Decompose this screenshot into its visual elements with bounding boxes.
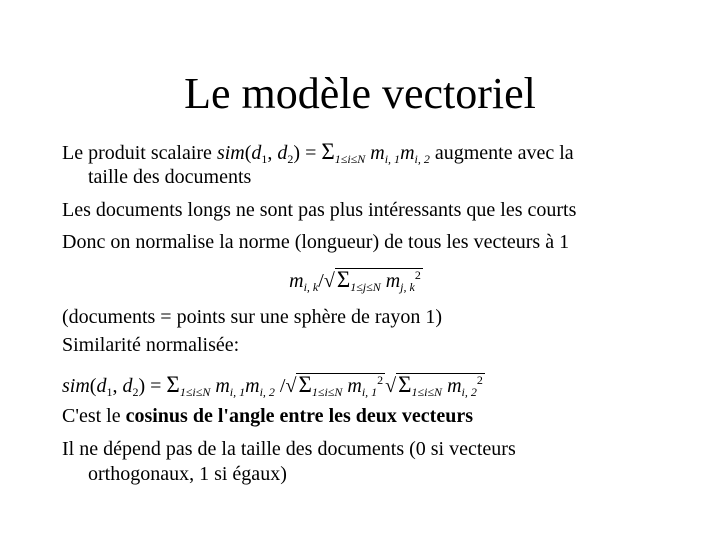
independence-line: Il ne dépend pas de la taille des documents (0 si vecteurs bbox=[62, 438, 516, 460]
sub-i2: i, 2 bbox=[259, 385, 275, 399]
dot-product-intro: Le produit scalaire bbox=[62, 142, 217, 164]
paren-close: ) bbox=[138, 375, 146, 397]
paren-open: ( bbox=[244, 142, 252, 164]
comma: , bbox=[112, 375, 123, 397]
slash: / bbox=[274, 375, 286, 397]
dot-product-rest: augmente avec la bbox=[429, 142, 574, 164]
sub-i2: i, 2 bbox=[414, 152, 430, 166]
m-var: m bbox=[370, 142, 385, 164]
sub-two: 2 bbox=[287, 152, 294, 166]
sub-one: 1 bbox=[261, 152, 268, 166]
sphere-line: (documents = points sur une sphère de rayon 1) bbox=[62, 306, 443, 328]
sum-range: 1≤i≤N bbox=[179, 385, 211, 399]
doc-var: d bbox=[96, 375, 107, 397]
m-var: m bbox=[385, 270, 401, 292]
long-docs-line: Les documents longs ne sont pas plus intéressants que les courts bbox=[62, 199, 577, 221]
sim-fn: sim bbox=[216, 142, 245, 164]
squared: 2 bbox=[414, 268, 421, 282]
radicand bbox=[335, 268, 423, 292]
sum-range: 1≤i≤N bbox=[311, 385, 343, 399]
doc-var: d bbox=[251, 142, 262, 164]
paren-close: ) bbox=[293, 142, 301, 164]
sub-two: 2 bbox=[132, 385, 139, 399]
doc-var: d bbox=[277, 142, 288, 164]
sim-fn: sim bbox=[62, 375, 90, 397]
cosine-pre: C'est le bbox=[62, 405, 126, 427]
normalized-weight-formula bbox=[0, 268, 720, 293]
m-var: m bbox=[245, 375, 260, 397]
sub-i1: i, 1 bbox=[229, 385, 246, 399]
m-var: m bbox=[400, 142, 415, 164]
dot-product-line-cont: taille des documents bbox=[88, 166, 252, 188]
squared: 2 bbox=[476, 373, 483, 387]
cosine-line bbox=[62, 404, 473, 428]
similarity-label: Similarité normalisée: bbox=[62, 334, 240, 356]
independence-line-cont: orthogonaux, 1 si égaux) bbox=[88, 463, 287, 485]
sqrt-symbol: √ bbox=[285, 375, 297, 397]
sum-range: 1≤i≤N bbox=[411, 385, 443, 399]
sum-range-j: 1≤j≤N bbox=[350, 280, 381, 294]
sub-one: 1 bbox=[106, 385, 113, 399]
cosine-bold: cosinus de l'angle entre les deux vecteurs bbox=[125, 405, 473, 427]
equals-sign: = bbox=[145, 375, 167, 397]
sqrt-symbol: √ bbox=[323, 270, 335, 292]
sigma-symbol: Σ bbox=[166, 372, 180, 397]
sqrt-symbol: √ bbox=[385, 375, 397, 397]
sum-range: 1≤i≤N bbox=[334, 152, 366, 166]
m-var: m bbox=[447, 375, 462, 397]
normalize-line: Donc on normalise la norme (longueur) de tous les vecteurs à 1 bbox=[62, 231, 570, 253]
m-var: m bbox=[347, 375, 362, 397]
sub-i1: i, 1 bbox=[361, 385, 378, 399]
sub-ik: i, k bbox=[303, 280, 319, 294]
doc-var: d bbox=[122, 375, 133, 397]
sigma-symbol: Σ bbox=[336, 267, 351, 292]
slide-title: Le modèle vectoriel bbox=[184, 69, 536, 118]
equals-sign: = bbox=[300, 142, 322, 164]
sigma-symbol: Σ bbox=[398, 372, 412, 397]
radicand-2 bbox=[396, 373, 485, 397]
m-var: m bbox=[289, 270, 304, 292]
cosine-formula bbox=[62, 373, 485, 398]
sub-jk: j, k bbox=[400, 280, 415, 294]
sub-i1: i, 1 bbox=[384, 152, 401, 166]
dot-product-line bbox=[62, 140, 574, 165]
squared: 2 bbox=[377, 373, 384, 387]
slash: / bbox=[318, 270, 324, 292]
paren-open: ( bbox=[89, 375, 97, 397]
m-var: m bbox=[215, 375, 230, 397]
radicand-1 bbox=[296, 373, 385, 397]
comma: , bbox=[267, 142, 278, 164]
sub-i2: i, 2 bbox=[461, 385, 477, 399]
sigma-symbol: Σ bbox=[298, 372, 312, 397]
sigma-symbol: Σ bbox=[321, 139, 335, 164]
